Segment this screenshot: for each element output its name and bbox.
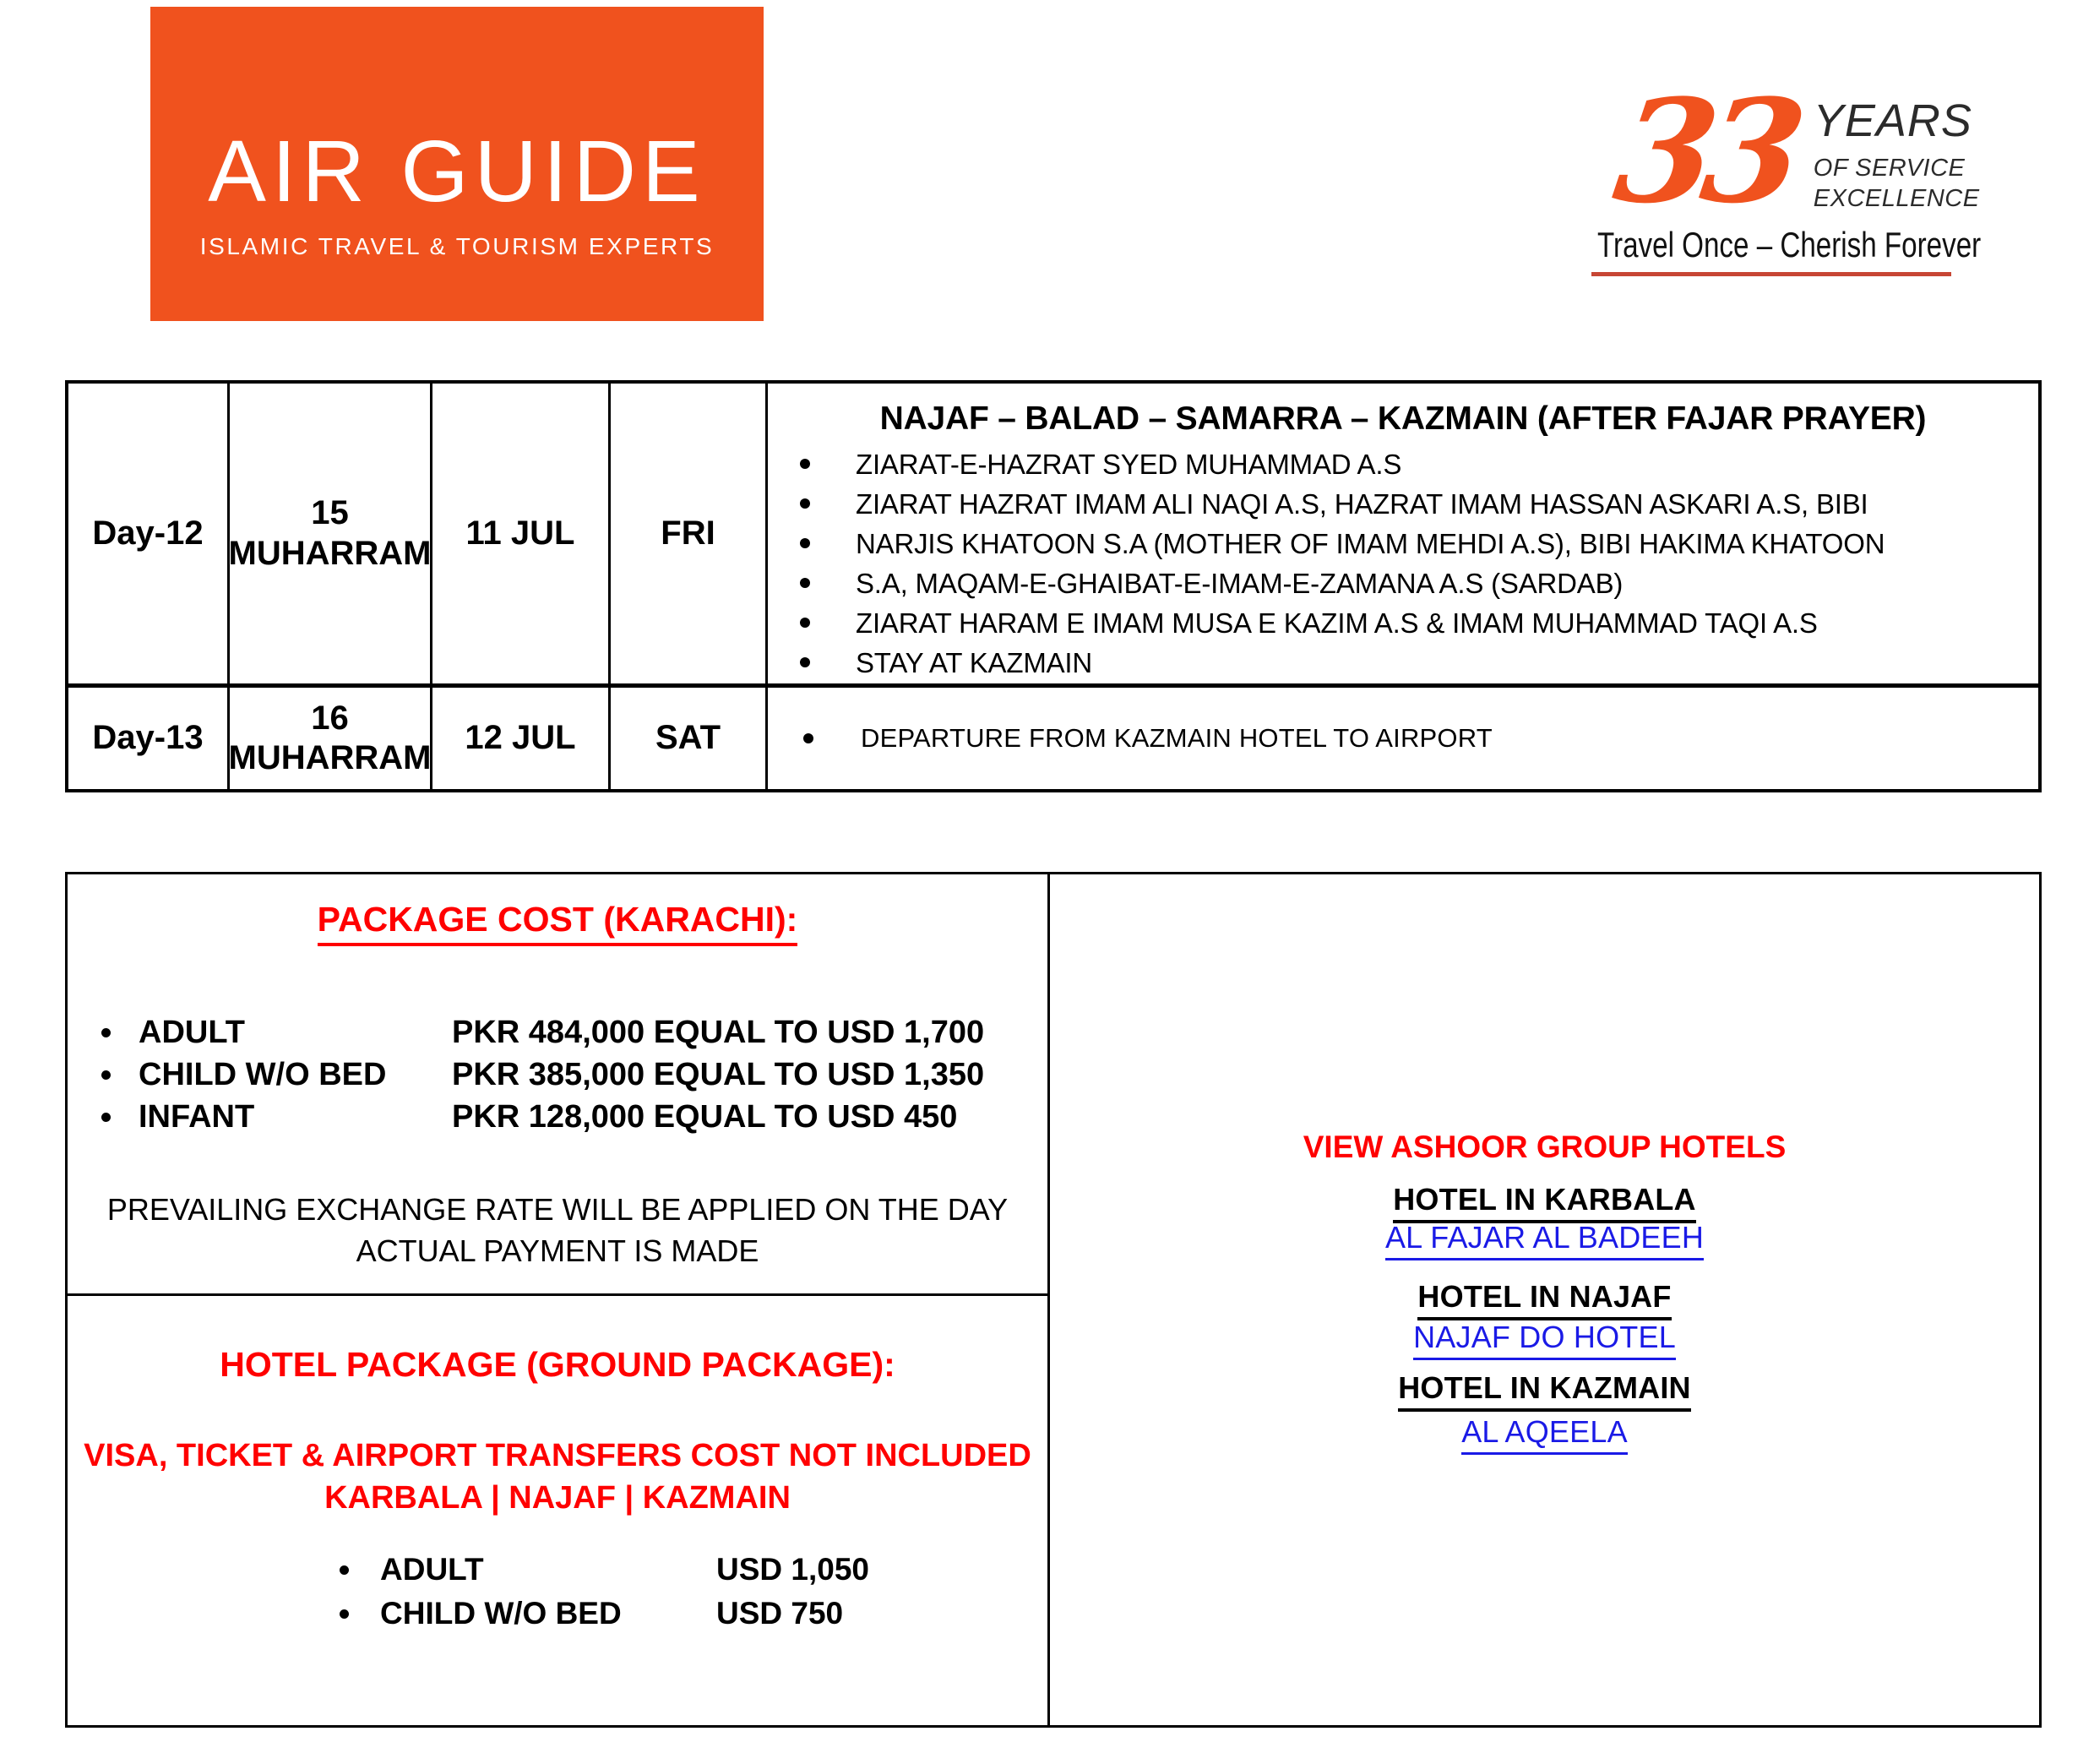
pricing-left-column [68, 874, 1050, 1725]
day-cell: Day-12 [68, 384, 230, 688]
itinerary-item: STAY AT KAZMAIN [768, 643, 2038, 683]
price-value: PKR 128,000 EQUAL TO USD 450 [452, 1099, 958, 1135]
weekday-cell: FRI [611, 384, 768, 688]
price-value: PKR 484,000 EQUAL TO USD 1,700 [452, 1015, 985, 1050]
price-row [68, 1548, 1047, 1592]
itinerary-item: NARJIS KHATOON S.A (MOTHER OF IMAM MEHDI A.S), BIBI HAKIMA KHATOON [768, 524, 2038, 564]
hotel-package-cities-row [68, 1480, 1047, 1516]
hotels-panel-title: VIEW ASHOOR GROUP HOTELS [1303, 1130, 1787, 1164]
hijri-date-cell [230, 688, 432, 789]
hotel-link-najaf-do-hotel[interactable]: NAJAF DO HOTEL [1413, 1320, 1676, 1360]
hotel-group-kazmain [1050, 1370, 2039, 1412]
hotel-package-title-row [68, 1345, 1047, 1385]
brand-tagline: Travel Once – Cherish Forever [1597, 225, 1982, 264]
exchange-rate-note [68, 1189, 1047, 1271]
package-cost-panel [68, 874, 1047, 1296]
hotel-link-row [1050, 1220, 2039, 1260]
hotel-group-karbala [1050, 1182, 2039, 1223]
years-text-block [1814, 84, 1980, 213]
exchange-rate-note-line2: ACTUAL PAYMENT IS MADE [356, 1233, 759, 1268]
price-value: PKR 385,000 EQUAL TO USD 1,350 [452, 1057, 985, 1092]
day-cell: Day-13 [68, 688, 230, 789]
hotel-heading-najaf: HOTEL IN NAJAF [1417, 1279, 1671, 1320]
pricing-section [65, 872, 2042, 1728]
years-line1: OF SERVICE [1813, 155, 1966, 182]
logo-subtitle: ISLAMIC TRAVEL & TOURISM EXPERTS [199, 233, 715, 259]
hijri-month: MUHARRAM [228, 739, 432, 776]
hijri-date-cell [230, 384, 432, 688]
hotels-panel-title-row [1050, 1130, 2039, 1165]
years-label: YEARS [1813, 95, 1972, 146]
hotel-package-subtitle: VISA, TICKET & AIRPORT TRANSFERS COST NOT INCLUDED [84, 1438, 1031, 1473]
weekday-cell: SAT [611, 688, 768, 789]
package-cost-title: PACKAGE COST (KARACHI): [318, 900, 798, 946]
logo-title: AIR GUIDE [208, 122, 706, 220]
date-cell: 12 JUL [432, 688, 611, 789]
itinerary-item: S.A, MAQAM-E-GHAIBAT-E-IMAM-E-ZAMANA A.S (SARDAB) [768, 564, 2038, 603]
price-row [68, 1011, 1047, 1054]
price-label: ADULT [380, 1552, 484, 1587]
hotel-package-title: HOTEL PACKAGE (GROUND PACKAGE): [220, 1345, 895, 1384]
price-label: CHILD W/O BED [139, 1057, 387, 1092]
hotel-package-list [68, 1548, 1047, 1636]
hotel-group-najaf [1050, 1279, 2039, 1320]
hotel-package-cities: KARBALA | NAJAF | KAZMAIN [324, 1480, 791, 1516]
years-number: 33 [1606, 68, 1803, 235]
hijri-day: 15 [311, 494, 349, 532]
price-row [68, 1592, 1047, 1636]
hotel-link-row [1050, 1414, 2039, 1455]
years-badge [1606, 68, 1980, 235]
itinerary-table [65, 380, 2042, 792]
hotel-package-panel [68, 1296, 1047, 1725]
hijri-day: 16 [311, 699, 349, 737]
exchange-rate-note-line1: PREVAILING EXCHANGE RATE WILL BE APPLIED ON THE DAY [106, 1192, 1009, 1227]
package-cost-list [68, 1011, 1047, 1138]
price-label: INFANT [139, 1099, 255, 1135]
hotel-heading-kazmain: HOTEL IN KAZMAIN [1398, 1370, 1691, 1412]
years-line2: EXCELLENCE [1813, 185, 1980, 213]
air-guide-logo [150, 7, 764, 321]
hotel-heading-karbala: HOTEL IN KARBALA [1393, 1182, 1696, 1223]
price-label: ADULT [139, 1015, 245, 1050]
hotels-panel [1050, 874, 2039, 1725]
itinerary-item: DEPARTURE FROM KAZMAIN HOTEL TO AIRPORT [768, 723, 1493, 754]
price-value: USD 750 [716, 1596, 844, 1631]
package-cost-title-row [68, 900, 1047, 946]
price-row [68, 1096, 1047, 1138]
hotel-link-al-fajar-al-badeeh[interactable]: AL FAJAR AL BADEEH [1385, 1220, 1704, 1260]
itinerary-route-title: NAJAF – BALAD – SAMARRA – KAZMAIN (AFTER FAJAR PRAYER) [879, 400, 1927, 437]
price-value: USD 1,050 [716, 1552, 869, 1587]
hotel-package-subtitle-row [68, 1438, 1047, 1474]
date-cell: 11 JUL [432, 384, 611, 688]
price-label: CHILD W/O BED [380, 1596, 622, 1631]
price-row [68, 1054, 1047, 1096]
itinerary-item: ZIARAT-E-HAZRAT SYED MUHAMMAD A.S [768, 444, 2038, 484]
tagline-underline [1591, 272, 1951, 276]
hotel-link-al-aqeela[interactable]: AL AQEELA [1461, 1414, 1628, 1455]
itinerary-item: ZIARAT HARAM E IMAM MUSA E KAZIM A.S & IMAM MUHAMMAD TAQI A.S [768, 603, 2038, 643]
itinerary-bullet-list [768, 444, 2038, 683]
itinerary-details-cell [768, 688, 2038, 789]
hotel-link-row [1050, 1320, 2039, 1360]
itinerary-details-cell [768, 384, 2038, 688]
itinerary-item: ZIARAT HAZRAT IMAM ALI NAQI A.S, HAZRAT IMAM HASSAN ASKARI A.S, BIBI [768, 484, 2038, 524]
hijri-month: MUHARRAM [228, 534, 432, 572]
